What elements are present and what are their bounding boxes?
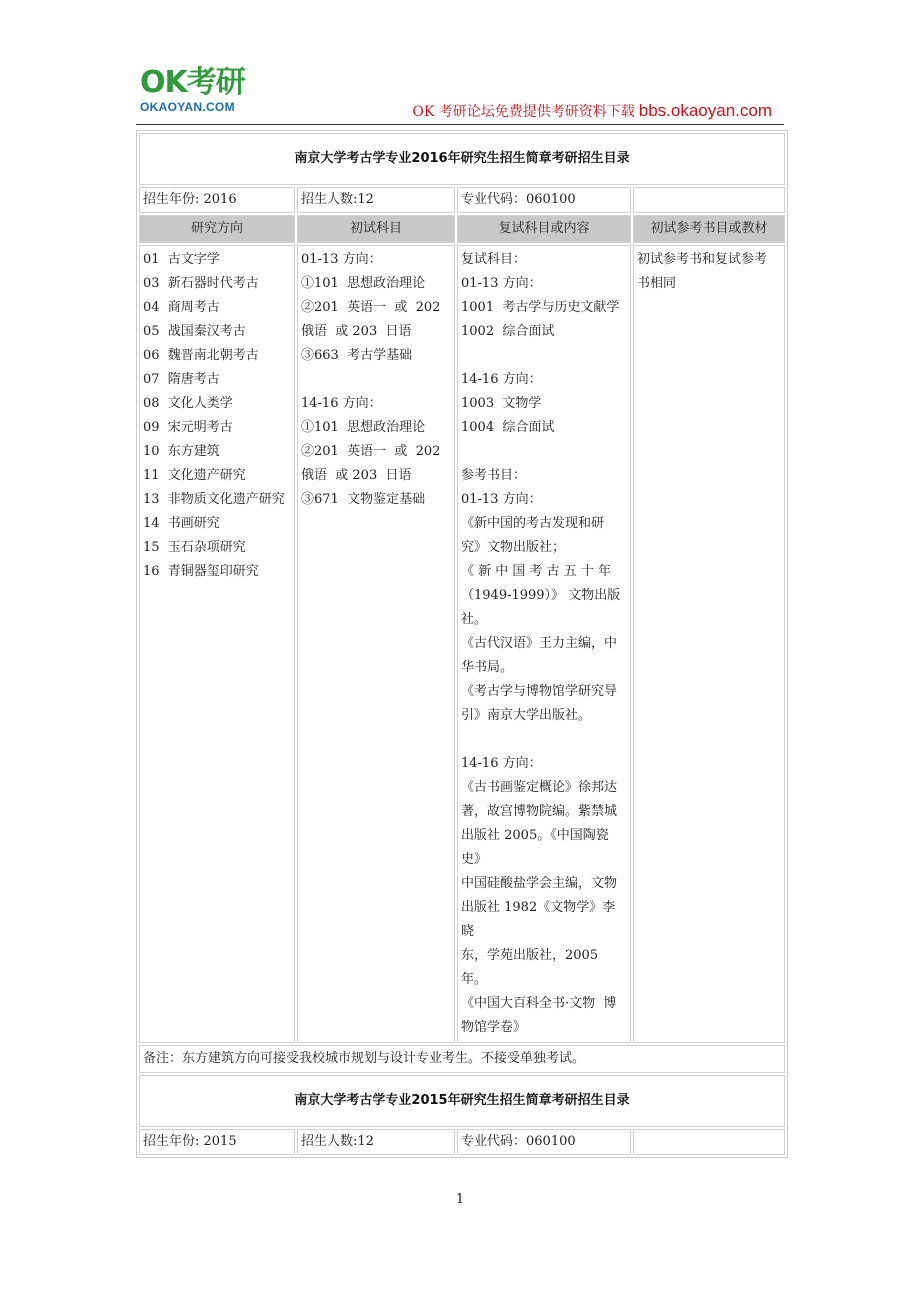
direction-item: 16 青铜器玺印研究	[143, 564, 259, 579]
direction-item: 08 文化人类学	[143, 396, 233, 411]
admission-table	[136, 130, 788, 1158]
logo-text: OK考研	[140, 65, 245, 100]
retest-line: 14-16 方向：	[461, 372, 542, 387]
exam-line: ③663 考古学基础	[301, 348, 413, 363]
direction-item: 03 新石器时代考古	[143, 276, 259, 291]
retest-line: 复试科目：	[461, 252, 527, 267]
retest-line: 出版社 2005。《中国陶瓷史》	[461, 828, 609, 867]
exam-line: ②201 英语一 或 202	[301, 300, 441, 315]
header-row	[139, 215, 785, 243]
code-cell: 专业代码：060100	[457, 187, 631, 213]
page-title-2016: 南京大学考古学专业2016年研究生招生简章考研招生目录	[139, 133, 785, 185]
retest-line: 1002 综合面试	[461, 324, 555, 339]
direction-item: 04 商周考古	[143, 300, 220, 315]
retest-line: 《新中国的考古发现和研	[461, 516, 605, 531]
retest-line: 1003 文物学	[461, 396, 542, 411]
retest-line: 东，学苑出版社，2005 年。	[461, 948, 603, 987]
col-header-retest: 复试科目或内容	[457, 215, 631, 243]
quota-cell: 招生人数:12	[297, 1129, 455, 1155]
content-row	[139, 245, 785, 1043]
direction-item: 01 古文字学	[143, 252, 220, 267]
header-divider	[136, 124, 784, 125]
header-tagline	[412, 101, 772, 121]
empty-cell	[633, 187, 785, 213]
empty-cell	[633, 1129, 785, 1155]
direction-item: 13 非物质文化遗产研究	[143, 492, 285, 507]
year-cell: 招生年份: 2016	[139, 187, 295, 213]
info-row-2015	[139, 1129, 785, 1155]
logo-url: OKAOYAN.COM	[140, 100, 235, 114]
retest-line: （1949-1999）》 文物出版	[461, 588, 621, 603]
col-header-direction: 研究方向	[139, 215, 295, 243]
exam-line: ①101 思想政治理论	[301, 420, 426, 435]
page-header	[0, 0, 920, 130]
direction-item: 11 文化遗产研究	[143, 468, 246, 483]
exam-line: 俄语 或 203 日语	[301, 324, 412, 339]
retest-line: 社。	[461, 612, 488, 627]
retest-line: 华书局。	[461, 660, 514, 675]
year-cell: 招生年份: 2015	[139, 1129, 295, 1155]
retest-line	[461, 344, 627, 368]
retest-line: 1001 考古学与历史文献学	[461, 300, 620, 315]
exam-cell	[297, 245, 455, 1043]
tagline-text: OK 考研论坛免费提供考研资料下载	[412, 104, 635, 120]
books-line: 书相同	[637, 276, 677, 291]
exam-line: 俄语 或 203 日语	[301, 468, 412, 483]
okaoyan-logo[interactable]	[140, 66, 265, 118]
books-cell	[633, 245, 785, 1043]
retest-line: 1004 综合面试	[461, 420, 555, 435]
retest-line: 中国硅酸盐学会主编，文物	[461, 876, 618, 891]
retest-line: 14-16 方向：	[461, 756, 542, 771]
retest-line: 01-13 方向：	[461, 492, 542, 507]
retest-line: 01-13 方向：	[461, 276, 542, 291]
retest-line	[461, 440, 627, 464]
col-header-books: 初试参考书目或教材	[633, 215, 785, 243]
retest-line: 出版社 1982《文物学》李晓	[461, 900, 616, 939]
exam-line: ③671 文物鉴定基础	[301, 492, 426, 507]
code-cell: 专业代码：060100	[457, 1129, 631, 1155]
direction-item: 06 魏晋南北朝考古	[143, 348, 259, 363]
exam-line: 01-13 方向：	[301, 252, 382, 267]
retest-line: 究》文物出版社；	[461, 540, 566, 555]
retest-line: 《古书画鉴定概论》徐邦达	[461, 780, 618, 795]
retest-line: 著，故宫博物院编。紫禁城	[461, 804, 618, 819]
direction-item: 07 隋唐考古	[143, 372, 220, 387]
site-link[interactable]: bbs.okaoyan.com	[638, 101, 772, 120]
direction-item: 14 书画研究	[143, 516, 220, 531]
retest-line: 《中国大百科全书·文物 博	[461, 996, 617, 1011]
retest-line: 《考古学与博物馆学研究导	[461, 684, 618, 699]
exam-line: ①101 思想政治理论	[301, 276, 426, 291]
quota-cell: 招生人数:12	[297, 187, 455, 213]
direction-item: 15 玉石杂项研究	[143, 540, 246, 555]
retest-line: 《 新 中 国 考 古 五 十 年	[461, 564, 612, 579]
books-line: 初试参考书和复试参考	[637, 252, 768, 267]
page-number: 1	[455, 1192, 465, 1207]
retest-line: 《古代汉语》王力主编，中	[461, 636, 618, 651]
direction-item: 10 东方建筑	[143, 444, 220, 459]
exam-line	[301, 368, 451, 392]
directions-cell	[139, 245, 295, 1043]
exam-line: ②201 英语一 或 202	[301, 444, 441, 459]
retest-line: 参考书目：	[461, 468, 527, 483]
exam-line: 14-16 方向：	[301, 396, 382, 411]
direction-item: 05 战国秦汉考古	[143, 324, 246, 339]
note-cell: 备注：东方建筑方向可接受我校城市规划与设计专业考生。不接受单独考试。	[139, 1045, 785, 1073]
retest-cell	[457, 245, 631, 1043]
retest-line: 物馆学卷》	[461, 1020, 527, 1035]
info-row-2016	[139, 187, 785, 213]
retest-line: 引》南京大学出版社。	[461, 708, 592, 723]
col-header-exam: 初试科目	[297, 215, 455, 243]
retest-line	[461, 728, 627, 752]
direction-item: 09 宋元明考古	[143, 420, 233, 435]
page-title-2015: 南京大学考古学专业2015年研究生招生简章考研招生目录	[139, 1075, 785, 1127]
